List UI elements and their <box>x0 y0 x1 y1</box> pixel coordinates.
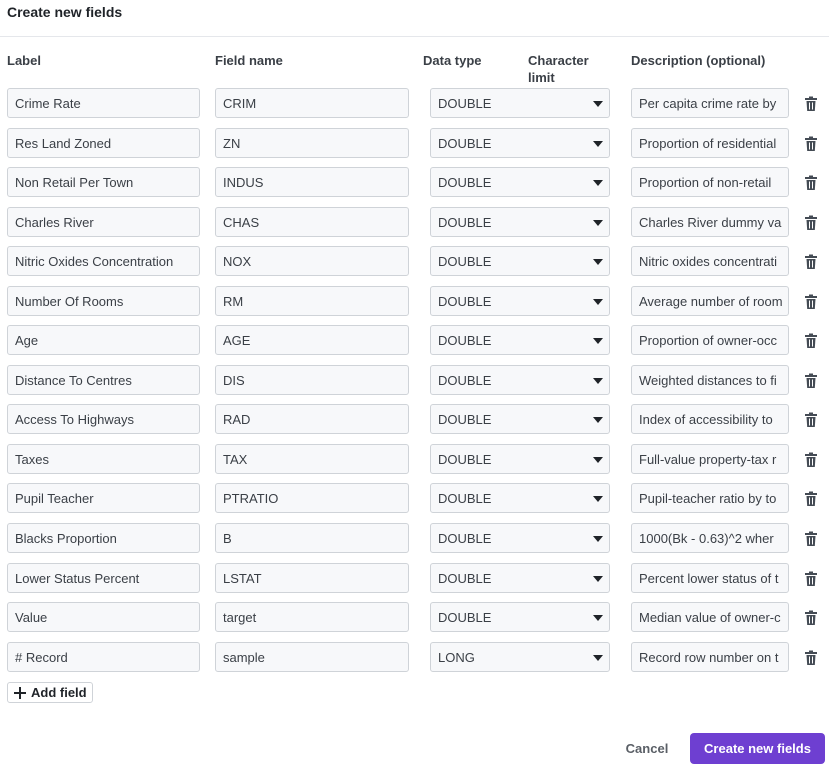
chevron-down-icon <box>593 655 603 661</box>
trash-icon[interactable] <box>804 333 818 349</box>
chevron-down-icon <box>593 576 603 582</box>
data-type-select[interactable] <box>430 128 610 158</box>
label-input[interactable]: Number Of Rooms <box>7 286 200 316</box>
data-type-value: DOUBLE <box>438 570 492 586</box>
data-type-value: DOUBLE <box>438 609 492 625</box>
dialog-title: Create new fields <box>7 4 123 20</box>
data-type-select[interactable] <box>430 325 610 355</box>
field-name-input[interactable]: TAX <box>215 444 409 474</box>
label-input[interactable]: Lower Status Percent <box>7 563 200 593</box>
data-type-select[interactable] <box>430 207 610 237</box>
description-input[interactable]: Record row number on t <box>631 642 789 672</box>
trash-icon[interactable] <box>804 571 818 587</box>
data-type-value: DOUBLE <box>438 95 492 111</box>
description-input[interactable]: Percent lower status of t <box>631 563 789 593</box>
data-type-value: DOUBLE <box>438 135 492 151</box>
trash-icon[interactable] <box>804 294 818 310</box>
field-name-input[interactable]: CRIM <box>215 88 409 118</box>
trash-icon[interactable] <box>804 452 818 468</box>
field-row <box>0 88 829 120</box>
field-name-input[interactable]: RM <box>215 286 409 316</box>
data-type-select[interactable] <box>430 246 610 276</box>
chevron-down-icon <box>593 180 603 186</box>
trash-icon[interactable] <box>804 215 818 231</box>
header-character-limit: Character limit <box>528 53 589 85</box>
field-row <box>0 444 829 476</box>
field-row <box>0 246 829 278</box>
description-input[interactable]: Proportion of owner-occ <box>631 325 789 355</box>
data-type-value: DOUBLE <box>438 293 492 309</box>
chevron-down-icon <box>593 338 603 344</box>
header-label: Label <box>7 53 41 68</box>
field-name-input[interactable]: target <box>215 602 409 632</box>
chevron-down-icon <box>593 299 603 305</box>
field-row <box>0 128 829 160</box>
field-row <box>0 523 829 555</box>
data-type-select[interactable] <box>430 523 610 553</box>
trash-icon[interactable] <box>804 136 818 152</box>
data-type-select[interactable] <box>430 563 610 593</box>
trash-icon[interactable] <box>804 650 818 666</box>
data-type-select[interactable] <box>430 167 610 197</box>
label-input[interactable]: Pupil Teacher <box>7 483 200 513</box>
data-type-value: DOUBLE <box>438 332 492 348</box>
data-type-select[interactable] <box>430 404 610 434</box>
field-row <box>0 286 829 318</box>
description-input[interactable]: Weighted distances to fi <box>631 365 789 395</box>
description-input[interactable]: Proportion of residential <box>631 128 789 158</box>
data-type-select[interactable] <box>430 286 610 316</box>
data-type-select[interactable] <box>430 483 610 513</box>
field-name-input[interactable]: PTRATIO <box>215 483 409 513</box>
description-input[interactable]: Average number of room <box>631 286 789 316</box>
data-type-value: LONG <box>438 649 475 665</box>
label-input[interactable]: Access To Highways <box>7 404 200 434</box>
chevron-down-icon <box>593 141 603 147</box>
data-type-value: DOUBLE <box>438 372 492 388</box>
chevron-down-icon <box>593 457 603 463</box>
field-row <box>0 642 829 674</box>
data-type-select[interactable] <box>430 602 610 632</box>
header-field-name: Field name <box>215 53 283 68</box>
data-type-value: DOUBLE <box>438 530 492 546</box>
data-type-value: DOUBLE <box>438 411 492 427</box>
label-input[interactable]: Res Land Zoned <box>7 128 200 158</box>
description-input[interactable]: Full-value property-tax r <box>631 444 789 474</box>
field-row <box>0 365 829 397</box>
field-name-input[interactable]: AGE <box>215 325 409 355</box>
trash-icon[interactable] <box>804 175 818 191</box>
data-type-select[interactable] <box>430 88 610 118</box>
data-type-select[interactable] <box>430 642 610 672</box>
trash-icon[interactable] <box>804 254 818 270</box>
description-input[interactable]: Proportion of non-retail <box>631 167 789 197</box>
data-type-value: DOUBLE <box>438 451 492 467</box>
description-input[interactable]: Charles River dummy va <box>631 207 789 237</box>
label-input[interactable]: Non Retail Per Town <box>7 167 200 197</box>
field-name-input[interactable]: ZN <box>215 128 409 158</box>
header-data-type: Data type <box>423 53 482 68</box>
label-input[interactable]: Distance To Centres <box>7 365 200 395</box>
label-input[interactable]: Charles River <box>7 207 200 237</box>
field-row <box>0 167 829 199</box>
field-name-input[interactable]: RAD <box>215 404 409 434</box>
field-row <box>0 207 829 239</box>
label-input[interactable]: Blacks Proportion <box>7 523 200 553</box>
field-name-input[interactable]: CHAS <box>215 207 409 237</box>
label-input[interactable]: Taxes <box>7 444 200 474</box>
label-input[interactable]: Value <box>7 602 200 632</box>
label-input[interactable]: Crime Rate <box>7 88 200 118</box>
description-input[interactable]: Index of accessibility to <box>631 404 789 434</box>
chevron-down-icon <box>593 378 603 384</box>
trash-icon[interactable] <box>804 412 818 428</box>
field-name-input[interactable]: DIS <box>215 365 409 395</box>
label-input[interactable]: Age <box>7 325 200 355</box>
chevron-down-icon <box>593 101 603 107</box>
field-name-input[interactable]: B <box>215 523 409 553</box>
description-input[interactable]: Median value of owner-c <box>631 602 789 632</box>
data-type-value: DOUBLE <box>438 253 492 269</box>
description-input[interactable]: Pupil-teacher ratio by to <box>631 483 789 513</box>
plus-icon <box>14 687 26 699</box>
field-name-input[interactable]: sample <box>215 642 409 672</box>
chevron-down-icon <box>593 496 603 502</box>
field-row <box>0 325 829 357</box>
data-type-select[interactable] <box>430 444 610 474</box>
chevron-down-icon <box>593 220 603 226</box>
trash-icon[interactable] <box>804 96 818 112</box>
field-name-input[interactable]: LSTAT <box>215 563 409 593</box>
data-type-value: DOUBLE <box>438 214 492 230</box>
title-divider <box>0 36 829 37</box>
label-input[interactable]: Nitric Oxides Concentration <box>7 246 200 276</box>
field-name-input[interactable]: NOX <box>215 246 409 276</box>
field-row <box>0 563 829 595</box>
data-type-value: DOUBLE <box>438 490 492 506</box>
field-row <box>0 404 829 436</box>
create-new-fields-button[interactable]: Create new fields <box>690 733 825 764</box>
header-description: Description (optional) <box>631 53 766 68</box>
trash-icon[interactable] <box>804 531 818 547</box>
description-input[interactable]: Nitric oxides concentrati <box>631 246 789 276</box>
data-type-select[interactable] <box>430 365 610 395</box>
field-row <box>0 602 829 634</box>
data-type-value: DOUBLE <box>438 174 492 190</box>
chevron-down-icon <box>593 536 603 542</box>
field-row <box>0 483 829 515</box>
add-field-button[interactable] <box>7 682 93 703</box>
chevron-down-icon <box>593 417 603 423</box>
add-field-label: Add field <box>31 685 87 700</box>
chevron-down-icon <box>593 259 603 265</box>
trash-icon[interactable] <box>804 491 818 507</box>
field-name-input[interactable]: INDUS <box>215 167 409 197</box>
label-input[interactable]: # Record <box>7 642 200 672</box>
chevron-down-icon <box>593 615 603 621</box>
trash-icon[interactable] <box>804 610 818 626</box>
cancel-button[interactable]: Cancel <box>625 740 669 756</box>
description-input[interactable]: Per capita crime rate by <box>631 88 789 118</box>
trash-icon[interactable] <box>804 373 818 389</box>
description-input[interactable]: 1000(Bk - 0.63)^2 wher <box>631 523 789 553</box>
